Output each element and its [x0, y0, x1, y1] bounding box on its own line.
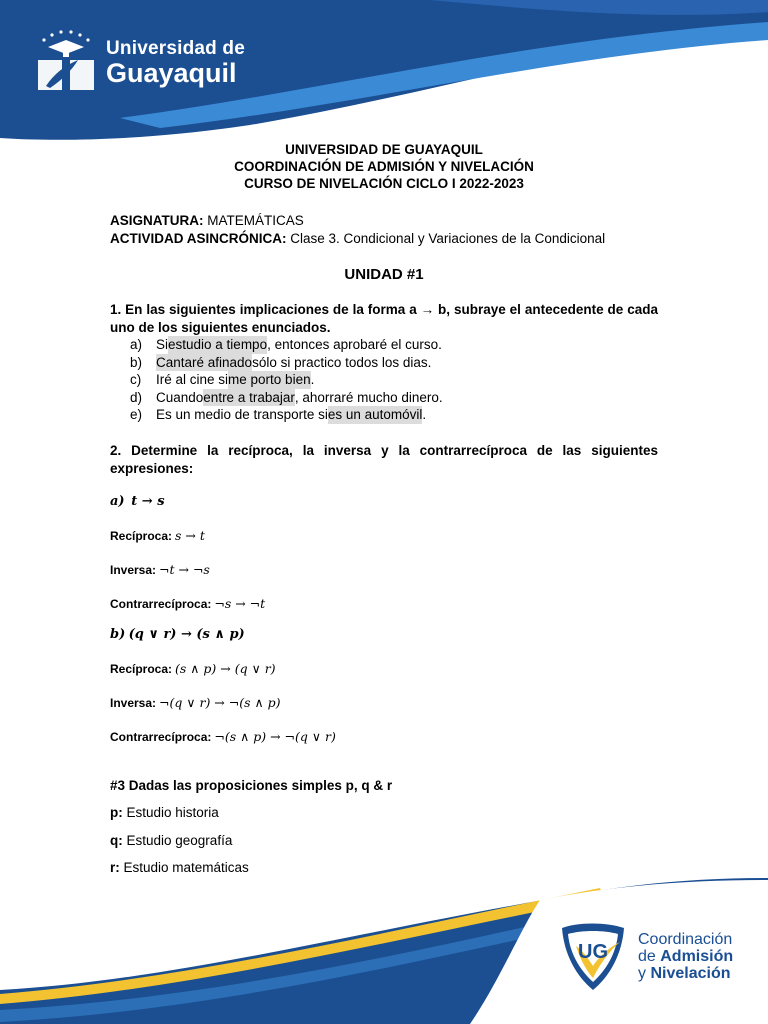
footer-line-2: de Admisión — [638, 947, 734, 965]
part-b-title: b) (q ∨ r) → (s ∧ p) — [110, 627, 245, 642]
antecedent-highlight: es un automóvil — [327, 407, 423, 423]
list-item: d) Cuando entre a trabajar , ahorraré mucho dinero. — [130, 389, 443, 405]
part-b-inversa: Inversa: ¬(q ∨ r) → ¬(s ∧ p) — [110, 695, 281, 710]
svg-text:UG: UG — [578, 941, 608, 963]
question-1-list — [130, 336, 443, 424]
list-item: e) Es un medio de transporte si es un automóvil . — [130, 407, 427, 423]
part-a-contrarreciproca: Contrarrecíproca: ¬s → ¬t — [110, 596, 266, 611]
footer-line-1: Coordinación — [638, 930, 733, 948]
ug-shield-icon — [556, 920, 630, 992]
proposition-r: r: Estudio matemáticas — [110, 860, 249, 875]
university-logo — [34, 30, 245, 96]
heading-line-1: UNIVERSIDAD DE GUAYAQUIL — [285, 142, 483, 157]
logo-line-1: Universidad de — [106, 38, 246, 59]
antecedent-highlight: entre a trabajar — [203, 389, 295, 405]
coordination-logo — [556, 920, 733, 992]
heading-line-2: COORDINACIÓN DE ADMISIÓN Y NIVELACIÓN — [234, 159, 534, 174]
actividad-value: Clase 3. Condicional y Variaciones de la Condicional — [286, 231, 606, 246]
footer-line-3: y Nivelación — [638, 964, 731, 982]
part-b-reciproca: Recíproca: (s ∧ p) → (q ∨ r) — [110, 661, 276, 676]
question-3-text: #3 Dadas las proposiciones simples p, q & r — [110, 778, 393, 793]
heading-line-3: CURSO DE NIVELACIÓN CICLO I 2022-2023 — [244, 176, 524, 191]
part-a-reciproca: Recíproca: s → t — [110, 528, 205, 543]
proposition-p: p: Estudio historia — [110, 805, 219, 820]
unidad-title: UNIDAD #1 — [344, 266, 424, 283]
actividad-label: ACTIVIDAD ASINCRÓNICA: — [110, 231, 287, 246]
asignatura-value: MATEMÁTICAS — [203, 213, 304, 228]
part-a-inversa: Inversa: ¬t → ¬s — [110, 562, 210, 577]
actividad-line — [110, 231, 605, 246]
document-heading — [0, 141, 768, 192]
proposition-q: q: Estudio geografía — [110, 833, 233, 848]
part-a-title: a) t → s — [110, 494, 165, 509]
question-2-text: 2. Determine la recíproca, la inversa y la contrarrecíproca de las siguientes expresiones: — [110, 443, 658, 476]
list-item: c) Iré al cine si me porto bien . — [130, 372, 315, 388]
asignatura-line — [110, 213, 304, 228]
asignatura-label: ASIGNATURA: — [110, 213, 204, 228]
list-item: a) Si estudio a tiempo , entonces aprobaré el curso. — [130, 337, 442, 352]
logo-line-2: Guayaquil — [106, 58, 237, 88]
question-1-text: 1. En las siguientes implicaciones de la forma a → b, subraye el antecedente de cada uno de los siguientes enunciados. — [110, 302, 658, 335]
antecedent-highlight: estudio a tiempo — [168, 337, 268, 352]
antecedent-highlight: Cantaré afinado — [156, 354, 253, 370]
list-item: b) Cantaré afinado sólo si practico todos los dias. — [130, 354, 432, 370]
book-cap-icon — [34, 30, 98, 96]
part-b-contrarreciproca: Contrarrecíproca: ¬(s ∧ p) → ¬(q ∨ r) — [110, 729, 336, 744]
antecedent-highlight: me porto bien — [228, 372, 311, 388]
